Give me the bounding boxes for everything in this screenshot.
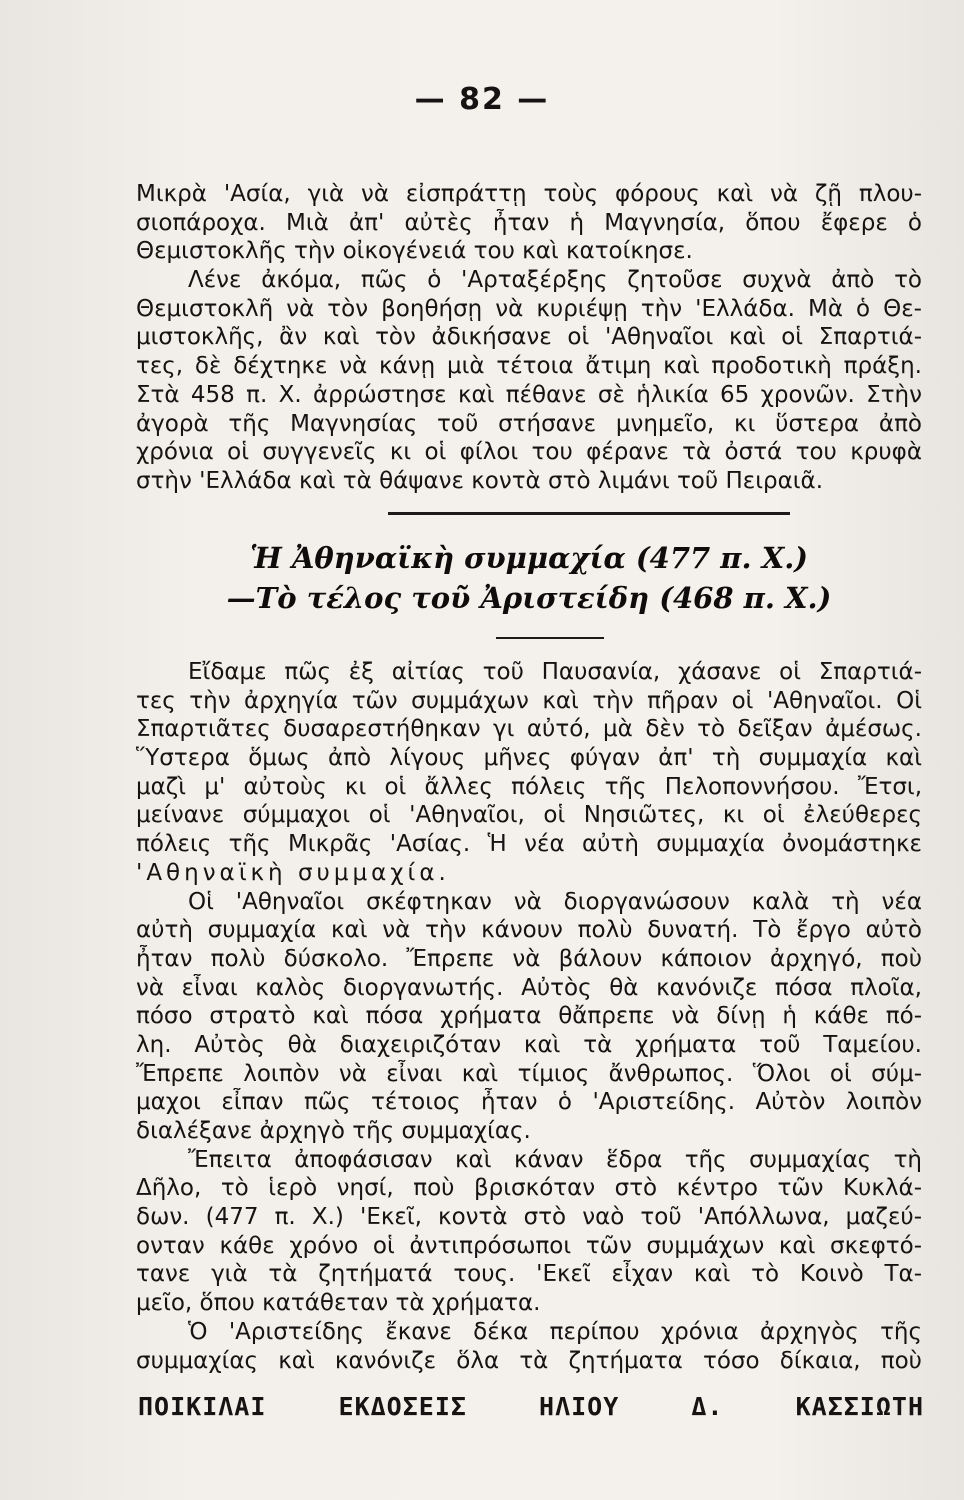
section-divider (388, 512, 790, 515)
page-number: — 82 — (414, 82, 550, 117)
intro-paragraph (136, 180, 922, 496)
heading-underline (496, 637, 604, 639)
text-line: λη. Αὐτὸς θὰ διαχειριζόταν καὶ τὰ χρήματα τοῦ Ταμείου. (136, 1031, 922, 1058)
text-line: Ἔπρεπε λοιπὸν νὰ εἶναι καὶ τίμιος ἄνθρωπος. Ὅλοι οἱ σύμ- (136, 1060, 922, 1087)
text-line: μαχοι εἶπαν πῶς τέτοιος ἦταν ὁ 'Αριστείδης. Αὐτὸν λοιπὸν (136, 1089, 922, 1116)
text-line: πόλεις τῆς Μικρᾶς 'Ασίας. Ἡ νέα αὐτὴ συμμαχία ὀνομάστηκε (136, 831, 922, 858)
text-line: τες τὴν ἀρχηγία τῶν συμμάχων καὶ τὴν πῆραν οἱ 'Αθηναῖοι. Οἱ (136, 687, 922, 714)
text-line: ἦταν πολὺ δύσκολο. Ἔπρεπε νὰ βάλουν κάποιον ἀρχηγό, ποὺ (136, 945, 922, 972)
text-line: Σπαρτιᾶτες δυσαρεστήθηκαν γι αὐτό, μὰ δὲν τὸ δεῖξαν ἀμέσως. (136, 716, 922, 743)
text-line: Ἔπειτα ἀποφάσισαν καὶ κάναν ἕδρα τῆς συμμαχίας τὴ (188, 1146, 922, 1173)
text-line: πόσο στρατὸ καὶ πόσα χρήματα θἄπρεπε νὰ δίνῃ ἡ κάθε πό- (136, 1003, 922, 1030)
text-line: διαλέξανε ἀρχηγὸ τῆς συμμαχίας. (136, 1118, 531, 1144)
text-line: αὐτὴ συμμαχία καὶ νὰ τὴν κάνουν πολὺ δυνατή. Τὸ ἔργο αὐτὸ (136, 917, 922, 944)
text-line: σιοπάροχα. Μιὰ ἀπ' αὐτὲς ἦταν ἡ Μαγνησία, ὅπου ἔφερε ὁ (136, 209, 922, 236)
text-line: μιστοκλῆς, ἂν καὶ τὸν ἀδικήσανε οἱ 'Αθηναῖοι καὶ οἱ Σπαρτιά- (136, 324, 922, 351)
text-line: Λένε ἀκόμα, πῶς ὁ 'Αρταξέρξης ζητοῦσε συχνὰ ἀπὸ τὸ (188, 267, 922, 294)
text-line: νὰ εἶναι καλὸς διοργανωτής. Αὐτὸς θὰ κανόνιζε πόσα πλοῖα, (136, 974, 922, 1001)
text-line: 'Αθηναϊκὴ συμμαχία. (136, 859, 450, 886)
text-line: μαζὶ μ' αὐτοὺς κι οἱ ἄλλες πόλεις τῆς Πελοποννήσου. Ἔτσι, (136, 773, 922, 800)
body-paragraphs (136, 658, 922, 1375)
text-line: στὴν 'Ελλάδα καὶ τὰ θάψανε κοντὰ στὸ λιμάνι τοῦ Πειραιᾶ. (136, 467, 824, 494)
text-line: Δῆλο, τὸ ἱερὸ νησί, ποὺ βρισκόταν στὸ κέντρο τῶν Κυκλά- (136, 1175, 922, 1202)
text-line: Μικρὰ 'Ασία, γιὰ νὰ εἰσπράττῃ τοὺς φόρους καὶ νὰ ζῇ πλου- (136, 181, 922, 207)
text-line: Θεμιστοκλῆς τὴν οἰκογένειά του καὶ κατοίκησε. (136, 238, 693, 265)
text-line: μεῖο, ὅπου κατάθεταν τὰ χρήματα. (136, 1290, 541, 1317)
text-line: ονταν κάθε χρόνο οἱ ἀντιπρόσωποι τῶν συμμάχων καὶ σκεφτό- (136, 1232, 922, 1259)
text-line: χρόνια οἱ συγγενεῖς κι οἱ φίλοι του φέρανε τὰ ὀστά του κρυφὰ (136, 439, 922, 466)
text-line: Ὁ 'Αριστείδης ἔκανε δέκα περίπου χρόνια ἀρχηγὸς τῆς (188, 1318, 922, 1345)
text-line: τες, δὲ δέχτηκε νὰ κάνῃ μιὰ τέτοια ἄτιμη καὶ προδοτικὴ πράξη. (136, 353, 922, 380)
section-subtitle: —Τὸ τέλος τοῦ Ἀριστείδη (468 π. Χ.) (226, 581, 832, 615)
publisher-footer: ΠΟΙΚΙΛΑΙ ΕΚΔΟΣΕΙΣ ΗΛΙΟΥ Δ. ΚΑΣΣΙΩΤΗ (138, 1392, 924, 1421)
section-title: Ἡ Ἀθηναϊκὴ συμμαχία (477 π. Χ.) (249, 541, 809, 575)
text-line: ἀγορὰ τῆς Μαγνησίας τοῦ στήσανε μνημεῖο, κι ὕστερα ἀπὸ (136, 410, 922, 437)
text-line: συμμαχίας καὶ κανόνιζε ὅλα τὰ ζητήματα τόσο δίκαια, ποὺ (136, 1347, 922, 1374)
text-line: Στὰ 458 π. Χ. ἀρρώστησε καὶ πέθανε σὲ ἡλικία 65 χρονῶν. Στὴν (136, 381, 922, 408)
text-line: δων. (477 π. Χ.) 'Εκεῖ, κοντὰ στὸ ναὸ τοῦ 'Απόλλωνα, μαζεύ- (136, 1204, 922, 1231)
text-line: Θεμιστοκλῆ νὰ τὸν βοηθήσῃ νὰ κυριέψῃ τὴν 'Ελλάδα. Μὰ ὁ Θε- (136, 295, 922, 322)
text-line: τανε γιὰ τὰ ζητήματά τους. 'Εκεῖ εἶχαν καὶ τὸ Κοινὸ Τα- (136, 1261, 922, 1288)
text-line: Ὕστερα ὅμως ἀπὸ λίγους μῆνες φύγαν ἀπ' τὴ συμμαχία καὶ (136, 745, 922, 772)
text-line: Εἴδαμε πῶς ἐξ αἰτίας τοῦ Παυσανία, χάσανε οἱ Σπαρτιά- (188, 659, 922, 685)
text-line: μείνανε σύμμαχοι οἱ 'Αθηναῖοι, οἱ Νησιῶτες, κι οἱ ἐλεύθερες (136, 802, 922, 829)
text-line: Οἱ 'Αθηναῖοι σκέφτηκαν νὰ διοργανώσουν καλὰ τὴ νέα (188, 888, 922, 915)
